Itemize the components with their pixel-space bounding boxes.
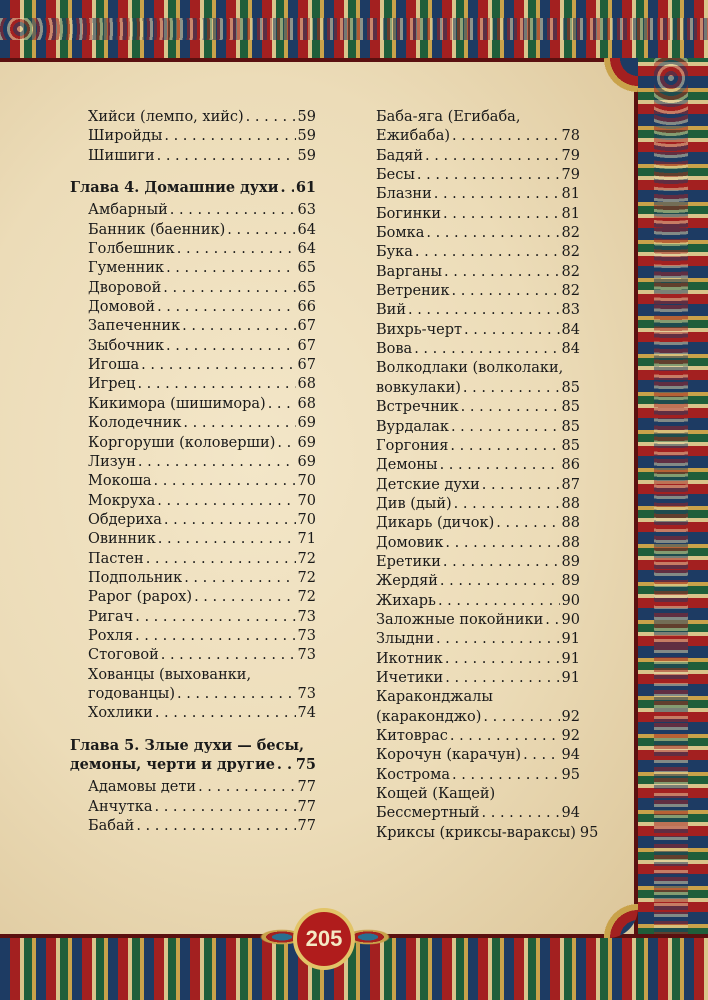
toc-entry-label: демоны, черти и другие <box>70 756 275 773</box>
toc-entry <box>70 704 316 723</box>
toc-entry-page: 79 <box>561 147 580 164</box>
toc-entry <box>70 298 316 317</box>
toc-entry-page: 81 <box>561 186 580 203</box>
toc-entry-label: Варганы <box>376 263 443 280</box>
toc-entry <box>70 472 316 491</box>
toc-entry <box>70 337 316 356</box>
dot-leader <box>170 201 296 220</box>
toc-entry-label: Демоны <box>376 457 438 474</box>
toc-entry <box>70 550 316 569</box>
toc-entry-line <box>358 785 580 804</box>
toc-entry-label: вовкулаки) <box>376 379 461 396</box>
toc-entry-page: 61 <box>295 179 316 197</box>
toc-entry <box>358 804 580 823</box>
toc-entry-page: 77 <box>297 818 316 835</box>
dot-leader <box>450 437 559 456</box>
toc-entry <box>358 514 580 533</box>
toc-entry <box>358 592 580 611</box>
toc-entry-label: Бомка <box>376 225 425 242</box>
toc-entry-label: Подпольник <box>88 569 183 586</box>
toc-entry-label: Ригач <box>88 608 134 625</box>
toc-entry-page: 92 <box>561 708 580 725</box>
toc-entry-label: Ветреник <box>376 283 450 300</box>
toc-entry <box>70 317 316 336</box>
dot-leader <box>268 395 296 414</box>
toc-entry <box>70 778 316 797</box>
toc-entry-page: 65 <box>297 260 316 277</box>
toc-entry <box>358 282 580 301</box>
toc-entry <box>358 669 580 688</box>
toc-entry-label: Анчутка <box>88 798 153 815</box>
toc-entry-label: Криксы (криксы-вараксы) <box>376 824 576 841</box>
toc-entry-label: Овинник <box>88 531 156 548</box>
toc-entry-label: Дворовой <box>88 279 162 296</box>
toc-entry-page: 89 <box>561 553 580 570</box>
dot-leader <box>443 205 560 224</box>
toc-entry-label: Блазни <box>376 186 432 203</box>
toc-entry-label: Хийси (лемпо, хийс) <box>88 109 244 125</box>
toc-entry-page: 82 <box>561 263 580 280</box>
toc-entry <box>358 572 580 591</box>
toc-entry-page: 73 <box>297 608 316 625</box>
toc-entry <box>358 708 580 727</box>
toc-entry-page: 79 <box>561 167 580 184</box>
toc-entry <box>358 437 580 456</box>
toc-entry-label: Глава 5. Злые духи — бесы, <box>70 736 305 754</box>
dot-leader <box>166 259 295 278</box>
toc-left-column <box>70 108 316 836</box>
toc-entry <box>358 476 580 495</box>
toc-entry-label: Адамовы дети <box>88 779 197 796</box>
toc-entry-label: Бесы <box>376 167 415 184</box>
dot-leader <box>155 798 296 817</box>
dot-leader <box>146 550 296 569</box>
dot-leader <box>496 514 559 533</box>
toc-entry-label: Китоврас <box>376 728 448 744</box>
toc-entry-page: 59 <box>297 109 316 125</box>
toc-entry-page: 72 <box>297 550 316 567</box>
toc-entry-page: 91 <box>561 669 580 686</box>
dot-leader <box>183 414 295 433</box>
dot-leader <box>461 398 560 417</box>
dot-leader <box>438 592 560 611</box>
toc-entry <box>358 147 580 166</box>
dot-leader <box>157 298 295 317</box>
dot-leader <box>227 221 295 240</box>
toc-entry-page: 59 <box>297 147 316 164</box>
dot-leader <box>141 356 295 375</box>
toc-entry-page: 95 <box>561 766 580 783</box>
dot-leader <box>182 317 295 336</box>
toc-entry-label: Детские духи <box>376 476 480 493</box>
toc-entry <box>70 627 316 646</box>
toc-entry-label: Хованцы (выхованки, <box>88 666 252 683</box>
toc-entry-label: Глава 4. Домашние духи <box>70 179 279 197</box>
toc-entry-label: Хохлики <box>88 705 153 722</box>
toc-entry-label: Кикимора (шишимора) <box>88 395 266 412</box>
toc-entry-label: Встречник <box>376 399 459 416</box>
toc-entry-label: Пастен <box>88 550 144 567</box>
dot-leader <box>483 708 559 727</box>
toc-entry <box>358 263 580 282</box>
toc-entry-page: 67 <box>297 337 316 354</box>
toc-entry-label: Амбарный <box>88 202 168 219</box>
toc-entry-label: Мокруха <box>88 492 156 509</box>
dot-leader <box>154 472 296 491</box>
dot-leader <box>443 553 560 572</box>
toc-entry-label: Зыбочник <box>88 337 165 354</box>
toc-entry <box>358 534 580 553</box>
dot-leader <box>450 727 560 746</box>
toc-entry-label: Кощей (Кащей) <box>376 786 496 803</box>
toc-entry <box>358 418 580 437</box>
dot-leader <box>161 646 296 665</box>
toc-entry-page: 87 <box>561 476 580 493</box>
toc-entry-label: Вурдалак <box>376 418 449 435</box>
toc-entry <box>70 817 316 836</box>
toc-entry-label: Еретики <box>376 553 441 570</box>
corner-ornament-bottom <box>578 878 638 938</box>
toc-entry <box>70 530 316 549</box>
dot-leader <box>482 476 560 495</box>
toc-entry-page: 85 <box>561 418 580 435</box>
toc-entry-label: Широйды <box>88 128 163 145</box>
toc-entry-label: Ежибаба) <box>376 128 450 145</box>
toc-entry <box>358 746 580 765</box>
toc-entry <box>358 205 580 224</box>
toc-entry-label: Дикарь (дичок) <box>376 515 495 532</box>
dot-leader <box>164 511 296 530</box>
toc-entry-label: Бадяй <box>376 147 424 164</box>
toc-entry <box>358 379 580 398</box>
toc-entry-page: 77 <box>297 798 316 815</box>
dot-leader <box>545 611 559 630</box>
toc-entry-line <box>70 736 316 755</box>
toc-entry-page: 68 <box>297 376 316 393</box>
dot-leader <box>246 108 296 127</box>
dot-leader <box>440 456 560 475</box>
toc-entry <box>358 630 580 649</box>
dot-leader <box>164 127 295 146</box>
toc-entry-page: 85 <box>561 437 580 454</box>
toc-entry <box>358 611 580 630</box>
dot-leader <box>280 178 293 197</box>
toc-entry-page: 59 <box>297 128 316 145</box>
toc-entry-label: Мокоша <box>88 473 152 490</box>
toc-entry-page: 84 <box>561 341 580 358</box>
toc-entry-label: Баба-яга (Егибаба, <box>376 109 521 125</box>
toc-entry <box>358 650 580 669</box>
toc-entry-page: 64 <box>297 241 316 258</box>
dot-leader <box>445 669 559 688</box>
toc-entry <box>358 398 580 417</box>
toc-entry-label: Стоговой <box>88 647 159 664</box>
toc-entry <box>358 321 580 340</box>
toc-entry-page: 70 <box>297 473 316 490</box>
toc-entry <box>358 185 580 204</box>
dot-leader <box>177 685 296 704</box>
toc-entry-page: 69 <box>297 434 316 451</box>
toc-entry-page: 68 <box>297 395 316 412</box>
dot-leader <box>415 243 560 262</box>
toc-entry-page: 66 <box>297 299 316 316</box>
toc-entry-page: 63 <box>297 202 316 219</box>
dot-leader <box>452 282 560 301</box>
toc-entry <box>70 240 316 259</box>
toc-entry-page: 86 <box>561 457 580 474</box>
toc-entry-page: 91 <box>561 631 580 648</box>
dot-leader <box>137 375 295 394</box>
toc-entry-label: Богинки <box>376 205 442 222</box>
dot-leader <box>452 766 560 785</box>
dot-leader <box>445 650 560 669</box>
toc-entry-page: 67 <box>297 318 316 335</box>
toc-entry-page: 75 <box>295 756 316 773</box>
toc-entry-label: Голбешник <box>88 241 175 258</box>
toc-entry-page: 83 <box>561 302 580 319</box>
toc-entry <box>70 201 316 220</box>
toc-entry-label: Горгония <box>376 437 449 454</box>
toc-entry-page: 72 <box>297 569 316 586</box>
toc-entry <box>70 569 316 588</box>
toc-entry-label: Бессмертный <box>376 805 480 822</box>
toc-entry-page: 67 <box>297 357 316 374</box>
toc-entry-page: 94 <box>561 805 580 822</box>
dot-leader <box>277 755 294 774</box>
toc-entry <box>358 166 580 185</box>
toc-entry-label: Бука <box>376 244 413 261</box>
toc-entry-label: годованцы) <box>88 685 175 702</box>
toc-entry-label: Ичетики <box>376 669 444 686</box>
toc-entry <box>358 495 580 514</box>
toc-entry <box>70 798 316 817</box>
toc-entry-label: Рохля <box>88 627 134 644</box>
toc-entry-page: 85 <box>561 379 580 396</box>
toc-entry-page: 91 <box>561 650 580 667</box>
toc-entry-label: Шишиги <box>88 147 155 164</box>
toc-entry-page: 73 <box>297 685 316 702</box>
dot-leader <box>434 185 560 204</box>
dot-leader <box>157 492 295 511</box>
toc-entry-label: Игоша <box>88 357 140 374</box>
toc-entry-page: 74 <box>297 705 316 722</box>
toc-entry-label: Домовик <box>376 534 444 551</box>
toc-entry-label: Кострома <box>376 766 451 783</box>
toc-entry <box>70 395 316 414</box>
toc-entry <box>70 588 316 607</box>
toc-entry-label: Жердяй <box>376 573 438 590</box>
toc-entry-page: 73 <box>297 647 316 664</box>
dot-leader <box>440 572 560 591</box>
dot-leader <box>408 301 560 320</box>
toc-entry <box>70 108 316 127</box>
toc-entry-page: 82 <box>561 244 580 261</box>
toc-entry <box>358 340 580 359</box>
dot-leader <box>414 340 559 359</box>
toc-entry <box>70 356 316 375</box>
toc-entry <box>70 453 316 472</box>
toc-entry-page: 71 <box>297 531 316 548</box>
toc-entry <box>70 414 316 433</box>
corner-ornament-top <box>578 58 638 118</box>
dot-leader <box>194 588 295 607</box>
toc-entry-page: 69 <box>297 415 316 432</box>
toc-entry-page: 88 <box>561 534 580 551</box>
dot-leader <box>135 627 296 646</box>
toc-entry-label: Колодечник <box>88 415 182 432</box>
dot-leader <box>158 530 296 549</box>
toc-entry-label: Игрец <box>88 376 136 393</box>
toc-entry-line <box>358 108 580 127</box>
toc-entry <box>358 824 599 843</box>
dot-leader <box>138 453 296 472</box>
toc-entry-page: 94 <box>561 747 580 764</box>
toc-entry-label: Вий <box>376 302 406 319</box>
dot-leader <box>445 534 559 553</box>
toc-entry-label: Рарог (рарох) <box>88 589 193 606</box>
toc-entry <box>70 646 316 665</box>
toc-chapter-heading <box>70 755 316 774</box>
dot-leader <box>155 704 296 723</box>
toc-entry-page: 89 <box>561 573 580 590</box>
ornamental-border-top <box>0 0 708 62</box>
toc-entry <box>70 685 316 704</box>
dot-leader <box>436 630 560 649</box>
toc-entry-label: Домовой <box>88 299 156 316</box>
dot-leader <box>426 224 559 243</box>
toc-chapter-heading <box>70 178 316 197</box>
toc-entry <box>358 553 580 572</box>
toc-entry-line <box>70 666 316 685</box>
toc-entry <box>70 221 316 240</box>
toc-entry <box>70 259 316 278</box>
toc-entry-page: 82 <box>561 283 580 300</box>
dot-leader <box>464 321 560 340</box>
toc-entry-page: 85 <box>561 399 580 416</box>
toc-entry <box>358 766 580 785</box>
toc-entry-page: 72 <box>297 589 316 606</box>
toc-entry-line <box>358 359 580 378</box>
toc-entry <box>70 492 316 511</box>
toc-entry <box>70 434 316 453</box>
dot-leader <box>136 817 295 836</box>
page-number-ornament-right <box>350 912 440 962</box>
toc-entry-label: Злыдни <box>376 631 435 648</box>
toc-entry-label: Запеченник <box>88 318 181 335</box>
toc-entry <box>358 727 580 746</box>
toc-entry-label: Караконджалы <box>376 689 493 706</box>
toc-entry-page: 92 <box>561 728 580 744</box>
toc-entry-label: Волкодлаки (волколаки, <box>376 360 564 377</box>
page-number-badge <box>293 908 355 970</box>
toc-entry-label: Корочун (карачун) <box>376 747 522 764</box>
toc-entry-label: Гуменник <box>88 260 165 277</box>
dot-leader <box>198 778 295 797</box>
dot-leader <box>523 746 559 765</box>
toc-entry-line <box>358 688 580 707</box>
toc-entry <box>70 127 316 146</box>
dot-leader <box>166 337 296 356</box>
toc-entry <box>70 608 316 627</box>
toc-entry-label: Бабай <box>88 818 135 835</box>
toc-entry-page: 77 <box>297 779 316 796</box>
toc-entry <box>358 243 580 262</box>
toc-entry-label: Лизун <box>88 453 136 470</box>
toc-entry <box>70 279 316 298</box>
dot-leader <box>417 166 560 185</box>
toc-entry-page: 90 <box>561 592 580 609</box>
toc-entry-label: Коргоруши (коловерши) <box>88 434 276 451</box>
dot-leader <box>463 379 560 398</box>
dot-leader <box>163 279 295 298</box>
toc-entry-page: 73 <box>297 627 316 644</box>
toc-entry-label: Обдериха <box>88 511 162 528</box>
dot-leader <box>482 804 560 823</box>
dot-leader <box>135 608 295 627</box>
toc-entry <box>358 224 580 243</box>
dot-leader <box>454 495 560 514</box>
dot-leader <box>425 147 560 166</box>
toc-entry-page: 70 <box>297 511 316 528</box>
toc-entry-page: 70 <box>297 492 316 509</box>
toc-entry <box>70 375 316 394</box>
toc-entry-page: 82 <box>561 225 580 242</box>
toc-entry-page: 69 <box>297 453 316 470</box>
toc-entry-page: 81 <box>561 205 580 222</box>
page-number: 205 <box>305 926 343 951</box>
toc-entry-page: 90 <box>561 611 580 628</box>
toc-entry <box>358 301 580 320</box>
toc-entry-page: 88 <box>561 515 580 532</box>
toc-entry-page: 65 <box>297 279 316 296</box>
page-number-ornament-left <box>210 912 300 962</box>
toc-entry-label: Заложные покойники <box>376 611 544 628</box>
toc-entry <box>358 127 580 146</box>
dot-leader <box>277 434 295 453</box>
dot-leader <box>452 127 560 146</box>
toc-entry-page: 64 <box>297 221 316 238</box>
toc-entry-label: Икотник <box>376 650 443 667</box>
toc-entry-page: 88 <box>561 495 580 512</box>
toc-entry <box>70 147 316 166</box>
toc-entry-label: Банник (баенник) <box>88 221 226 238</box>
toc-entry-label: Вова <box>376 341 413 358</box>
dot-leader <box>444 263 560 282</box>
dot-leader <box>177 240 296 259</box>
toc-entry-label: (караконджо) <box>376 708 482 725</box>
toc-right-column <box>358 108 599 843</box>
toc-entry-label: Див (дый) <box>376 495 452 512</box>
toc-entry-page: 78 <box>561 128 580 145</box>
toc-entry <box>70 511 316 530</box>
toc-entry <box>358 456 580 475</box>
toc-entry-label: Жихарь <box>376 592 436 609</box>
toc-entry-page: 95 <box>579 824 599 841</box>
toc-entry-label: Вихрь-черт <box>376 321 463 338</box>
toc-entry-page: 84 <box>561 321 580 338</box>
ornamental-border-right <box>634 58 708 1000</box>
dot-leader <box>451 418 560 437</box>
dot-leader <box>157 147 296 166</box>
dot-leader <box>184 569 295 588</box>
